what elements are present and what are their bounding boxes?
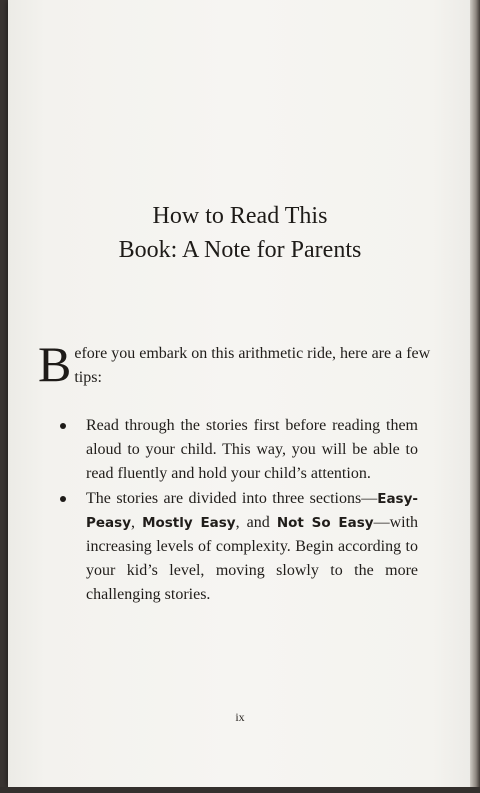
separator: , and <box>235 514 277 531</box>
page-bottom-edge <box>0 787 480 793</box>
chapter-title-line-2: Book: A Note for Parents <box>118 237 362 263</box>
tip-item <box>60 414 418 486</box>
section-name-not-so-easy: Not So Easy <box>276 515 374 531</box>
tip-text: Read through the stories first before reading them aloud to your child. This way, you will be able to read fluently and hold your child’s attention. <box>86 417 418 482</box>
chapter-title-line-1: How to Read This <box>152 203 328 229</box>
book-page <box>8 0 470 787</box>
page-stack-edge <box>470 0 480 793</box>
tips-list <box>60 414 418 607</box>
bullet-icon <box>60 496 66 502</box>
intro-paragraph <box>38 336 438 392</box>
binding-shadow <box>0 0 8 793</box>
intro-text: efore you embark on this arithmetic ride, here are a few tips: <box>74 345 431 386</box>
tip-text-start: The stories are divided into three sections— <box>86 490 378 507</box>
tip-item <box>60 487 418 607</box>
drop-cap: B <box>38 336 72 392</box>
tip-text-end: —with increasing levels of complexity. Begin according to your kid’s level, moving slowly to the more challenging stories. <box>86 514 419 603</box>
section-name-mostly-easy: Mostly Easy <box>142 515 236 531</box>
bullet-icon <box>60 423 66 429</box>
page-number: ix <box>235 710 245 724</box>
separator: , <box>131 514 143 531</box>
section-name-easy-peasy: Easy-Peasy <box>86 491 418 531</box>
